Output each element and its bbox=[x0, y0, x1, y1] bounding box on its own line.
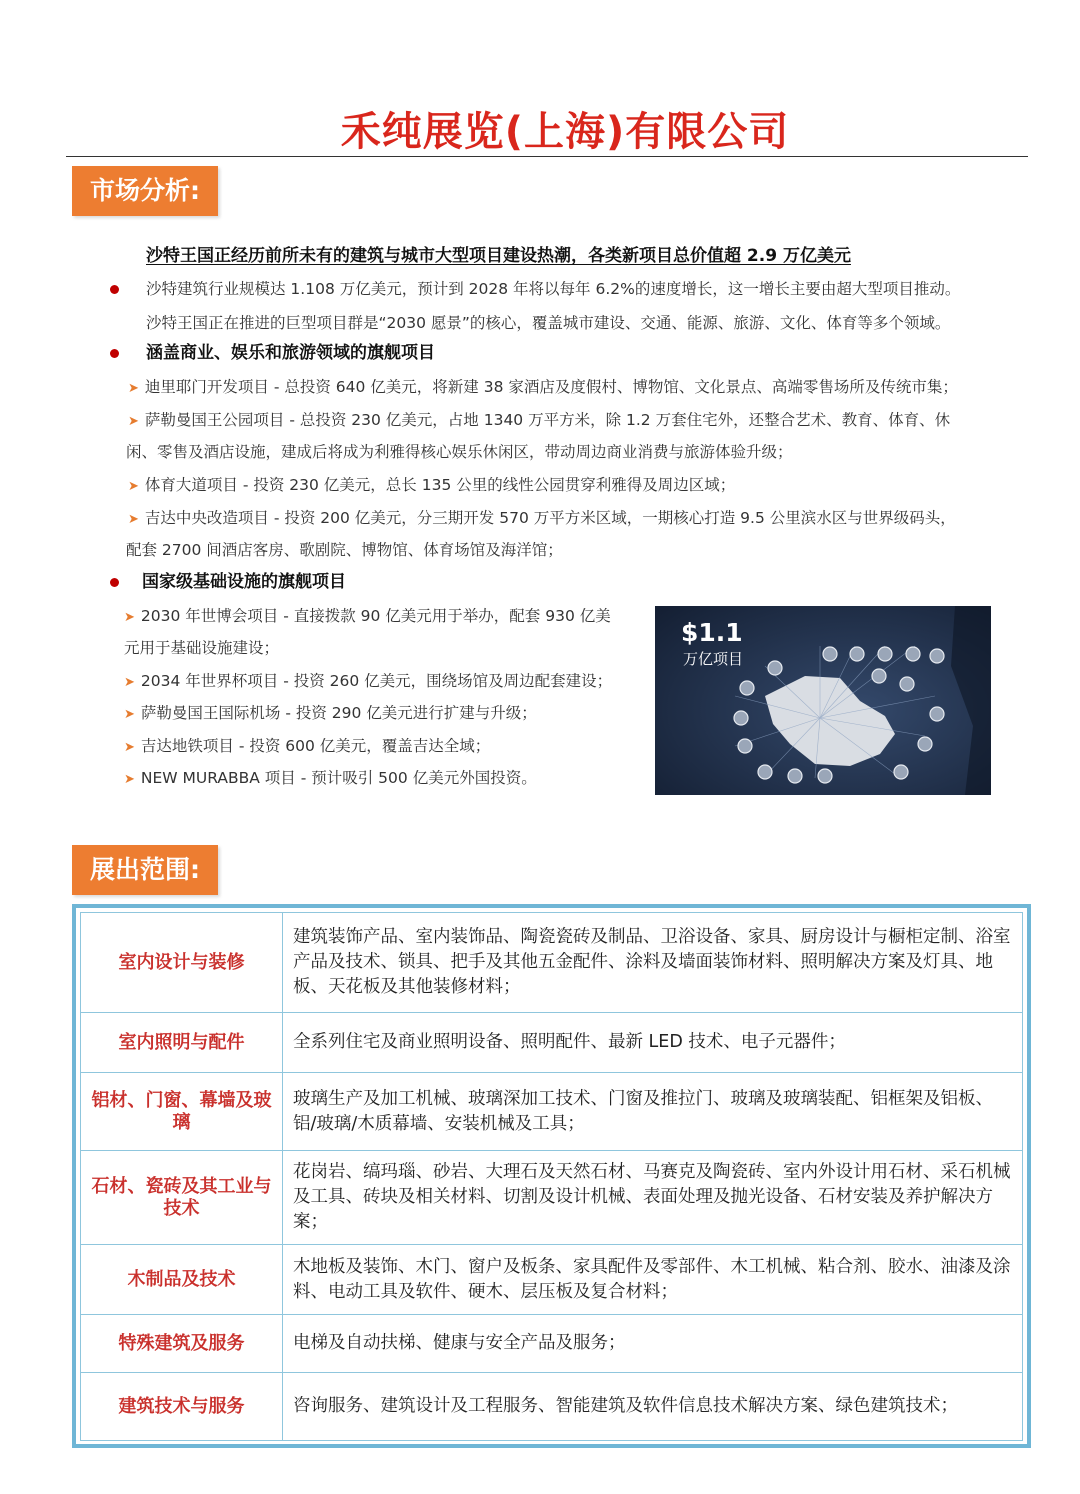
items-cell: 建筑装饰产品、室内装饰品、陶瓷瓷砖及制品、卫浴设备、家具、厨房设计与橱柜定制、浴室产品及技术、锁具、把手及其他五金配件、涂料及墙面装饰材料、照明解决方案及灯具、地板、天花板及其他装修材料； bbox=[283, 913, 1023, 1013]
arrow-icon: ➤ bbox=[124, 772, 135, 787]
table-row bbox=[81, 1151, 1023, 1245]
promo-unit: 万亿项目 bbox=[683, 650, 744, 668]
items-cell: 花岗岩、缟玛瑙、砂岩、大理石及天然石材、马赛克及陶瓷砖、室内外设计用石材、采石机械及工具、砖块及相关材料、切割及设计机械、表面处理及抛光设备、石材安装及养护解决方案； bbox=[283, 1151, 1023, 1245]
category-cell: 铝材、门窗、幕墙及玻璃 bbox=[81, 1073, 283, 1151]
category-cell: 室内设计与装修 bbox=[81, 913, 283, 1013]
arrow-icon: ➤ bbox=[128, 479, 139, 494]
items-cell: 玻璃生产及加工机械、玻璃深加工技术、门窗及推拉门、玻璃及玻璃装配、铝框架及铝板、铝/玻璃/木质幕墙、安装机械及工具； bbox=[283, 1073, 1023, 1151]
category-cell: 木制品及技术 bbox=[81, 1245, 283, 1315]
category-cell: 特殊建筑及服务 bbox=[81, 1315, 283, 1373]
project-item: ➤ 吉达中央改造项目 - 投资 200 亿美元，分三期开发 570 万平方米区域，一期核心打造 9.5 公里滨水区与世界级码头， bbox=[128, 509, 956, 527]
project-item: ➤ 体育大道项目 - 投资 230 亿美元，总长 135 公里的线性公园贯穿利雅得及周边区域； bbox=[128, 476, 736, 494]
project-item-continued: 闲、零售及酒店设施，建成后将成为利雅得核心娱乐休闲区，带动周边商业消费与旅游体验升级； bbox=[126, 443, 793, 461]
project-item-continued: 配套 2700 间酒店客房、歌剧院、博物馆、体育场馆及海洋馆； bbox=[126, 541, 563, 559]
title-divider bbox=[66, 156, 1028, 157]
section2-title: 国家级基础设施的旗舰项目 bbox=[142, 572, 346, 592]
bullet-dot-icon bbox=[110, 285, 119, 294]
category-cell: 石材、瓷砖及其工业与技术 bbox=[81, 1151, 283, 1245]
table-row bbox=[81, 1013, 1023, 1073]
items-cell: 电梯及自动扶梯、健康与安全产品及服务； bbox=[283, 1315, 1023, 1373]
promo-amount: $1.1 bbox=[681, 618, 743, 647]
arrow-icon: ➤ bbox=[124, 707, 135, 722]
section1-title: 涵盖商业、娱乐和旅游领域的旗舰项目 bbox=[146, 343, 435, 363]
arrow-icon: ➤ bbox=[128, 414, 139, 429]
items-cell: 木地板及装饰、木门、窗户及板条、家具配件及零部件、木工机械、粘合剂、胶水、油漆及涂料、电动工具及软件、硬木、层压板及复合材料； bbox=[283, 1245, 1023, 1315]
project-item: ➤ 迪里耶门开发项目 - 总投资 640 亿美元，将新建 38 家酒店及度假村、博物馆、文化景点、高端零售场所及传统市集； bbox=[128, 378, 958, 396]
intro-line: 沙特王国正在推进的巨型项目群是“2030 愿景”的核心，覆盖城市建设、交通、能源、旅游、文化、体育等多个领域。 bbox=[146, 314, 951, 332]
project-item: ➤ 2030 年世博会项目 - 直接拨款 90 亿美元用于举办，配套 930 亿美 bbox=[124, 607, 611, 625]
table-row bbox=[81, 1373, 1023, 1441]
project-item: ➤ NEW MURABBA 项目 - 预计吸引 500 亿美元外国投资。 bbox=[124, 769, 537, 787]
arrow-icon: ➤ bbox=[128, 512, 139, 527]
mega-projects-map-image bbox=[655, 606, 991, 795]
arrow-icon: ➤ bbox=[124, 675, 135, 690]
category-cell: 建筑技术与服务 bbox=[81, 1373, 283, 1441]
project-item-continued: 元用于基础设施建设； bbox=[124, 639, 280, 657]
market-headline: 沙特王国正经历前所未有的建筑与城市大型项目建设热潮，各类新项目总价值超 2.9 万亿美元 bbox=[146, 246, 851, 266]
arrow-icon: ➤ bbox=[124, 740, 135, 755]
exhibition-scope-tag: 展出范围: bbox=[72, 845, 218, 895]
table-row bbox=[81, 1073, 1023, 1151]
project-item: ➤ 吉达地铁项目 - 投资 600 亿美元，覆盖吉达全域； bbox=[124, 737, 491, 755]
intro-line: 沙特建筑行业规模达 1.108 万亿美元，预计到 2028 年将以每年 6.2%的速度增长，这一增长主要由超大型项目推动。 bbox=[146, 280, 961, 298]
category-cell: 室内照明与配件 bbox=[81, 1013, 283, 1073]
scope-table bbox=[80, 912, 1023, 1441]
project-item: ➤ 萨勒曼国王国际机场 - 投资 290 亿美元进行扩建与升级； bbox=[124, 704, 537, 722]
company-title: 禾纯展览(上海)有限公司 bbox=[340, 109, 790, 155]
exhibition-scope-table bbox=[72, 904, 1031, 1448]
arrow-icon: ➤ bbox=[124, 610, 135, 625]
arrow-icon: ➤ bbox=[128, 381, 139, 396]
table-row bbox=[81, 1245, 1023, 1315]
project-item: ➤ 萨勒曼国王公园项目 - 总投资 230 亿美元，占地 1340 万平方米，除 1.2 万套住宅外，还整合艺术、教育、体育、休 bbox=[128, 411, 951, 429]
items-cell: 咨询服务、建筑设计及工程服务、智能建筑及软件信息技术解决方案、绿色建筑技术； bbox=[283, 1373, 1023, 1441]
market-analysis-tag: 市场分析: bbox=[72, 166, 218, 216]
bullet-dot-icon bbox=[110, 349, 119, 358]
bullet-dot-icon bbox=[110, 578, 119, 587]
project-item: ➤ 2034 年世界杯项目 - 投资 260 亿美元，围绕场馆及周边配套建设； bbox=[124, 672, 613, 690]
table-row bbox=[81, 913, 1023, 1013]
table-row bbox=[81, 1315, 1023, 1373]
items-cell: 全系列住宅及商业照明设备、照明配件、最新 LED 技术、电子元器件； bbox=[283, 1013, 1023, 1073]
